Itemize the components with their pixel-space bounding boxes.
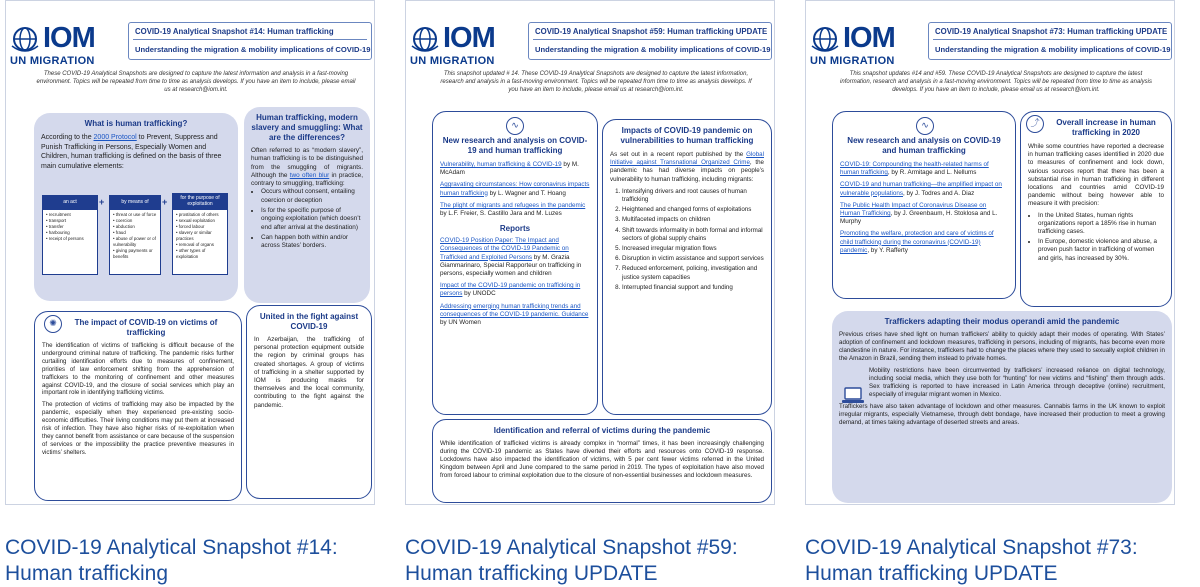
identification-box: Identification and referral of victims during the pandemic While identification of trafficked victims is already complex in “normal” times, it has been increasingly challenging during the COVID-19 pandemic as States have diverted their efforts and resources onto COVID-19 response. Lockdowns have also impacted the identification of victims, with 5 per cent fewer victims referred in the United Kingdom between April and June compared to the same period in 2019. The types of exploitation have also moved from forced labour to criminal exploitation due to the closure of non-essential businesses and lockdown measures.	[432, 419, 772, 503]
snapshot-59-link[interactable]: COVID-19 Analytical Snapshot #59: Human trafficking UPDATE	[405, 536, 738, 585]
intro-text: This snapshot updates #14 and #59. These COVID-19 Analytical Snapshots are designed to capture the latest information, research and analysis in a fast-moving environment. Topics will be repeated from time to time as analysis develops. If you have an item to include, please email us at research@iom.int.	[840, 71, 1152, 93]
snapshot-header: COVID-19 Analytical Snapshot #14: Human trafficking Understanding the migration & mobility implications of COVID-19	[128, 22, 372, 60]
new-research-box: New research and analysis on COVID-19 and human trafficking COVID-19: Compounding the health-related harms of human trafficking, by R. Armitage and L. Nellums COVID-19 and human trafficking—the amplified impact on vulnerable populations, by J. Todres and A. Diaz The Public Health Impact of Coronavirus Disease on Human Trafficking, by J. Greenbaum, H. Stoklosa and L. Murphy Promoting the welfare, protection and care of victims of child trafficking during the coronavirus (COVID-19) pandemic, by Y. Rafferty	[832, 111, 1016, 299]
impacts-list: 1. Intensifying drivers and root causes of human trafficking 2. Heightened and changed forms of exploitations 3. Multifaceted impacts on children 4. Shift towards informality in both formal and informal sectors of global supply chains 5. Increased irregular migration flows 6. Disruption in victim assistance and support services 7. Reduced enforcement, policing, investigation and justice system capacities 8. Interrupted financial support and funding	[610, 188, 764, 292]
iom-logo: IOM UN MIGRATION	[10, 22, 95, 67]
snapshot-14-link[interactable]: COVID-19 Analytical Snapshot #14: Human trafficking	[5, 536, 338, 585]
trend-icon: ⤴	[1026, 115, 1044, 133]
impact-box: The impact of COVID-19 on victims of trafficking The identification of victims of trafficking is difficult because of the underground criminal nature of trafficking. The pandemic risks further curtailing identification efforts due to measures of confinement, priorities of law enforcement shifting from the apprehension of traffickers to the monitoring of confinement and other measures against COVID-19, and the closure of social services which play an important role in identifying trafficking victims. The protection of victims of trafficking may also be impacted by the pandemic, especially when they experienced pre-existing socio-economic difficulties. Their living conditions may put them at increased risk of infection. They have also higher risks of re-exploitation when they cannot benefit from assistance or care because of the suspension of services or the impossibility the practice preventive measures in victims’ shelters.	[34, 311, 242, 501]
adapting-box: Traffickers adapting their modus operandi amid the pandemic Previous crises have shed light on human traffickers’ ability to quickly adapt their modes of operating. With States’ adoption of confinement and lockdown measures, trafficking in persons, including of migrants, has become even more clandestine in nature. For instance, traffickers had to change the places where they used to sexually exploit children in the Amazon in Brazil, sending them instead to private homes. Mobility restrictions have been circumvented by traffickers’ increased reliance on digital technology, including social media, which they use both for “hunting” for new victims and “fishing” them through adds. Sex trafficking is reported to have increased in Latin America through deceptive (online) recruitment, especially of irregular migrant women in Mexico. Traffickers have also taken advantage of lockdown and other measures. Cannabis farms in the UK known to exploit irregular migrants, especially Vietnamese, through debt bondage, have increased their production to meet a growing demand, at times taking advantage of deserted streets and areas.	[832, 311, 1172, 503]
un-globe-icon	[810, 26, 840, 54]
virus-icon: ✺	[44, 315, 62, 333]
laptop-icon	[842, 387, 864, 405]
iom-logo: IOM UN MIGRATION	[810, 22, 895, 67]
chart-icon: ∿	[506, 117, 524, 135]
united-fight-box: United in the fight against COVID-19 In Azerbaijan, the trafficking of personal protection equipment outside the region by criminal groups has created shortages. A group of victims of trafficking in a shelter supported by IOM is producing masks for themselves and the local community, contributing to the fight against the pandemic.	[246, 305, 372, 499]
increase-list: • In the United States, human rights organizations report a 185% rise in human trafficking cases. • In Europe, domestic violence and abuse, a proven push factor in trafficking of women and girls, has increased by 30%.	[1028, 212, 1164, 263]
snapshot-card-59[interactable]	[400, 0, 775, 586]
snapshot-thumbnail-14[interactable]	[5, 0, 375, 505]
iom-logo: IOM UN MIGRATION	[410, 22, 495, 67]
blur-link[interactable]: two often blur	[289, 171, 330, 179]
snapshot-header: COVID-19 Analytical Snapshot #59: Human trafficking UPDATE Understanding the migration & mobility implications of COVID-19	[528, 22, 772, 60]
impacts-box: Impacts of COVID-19 pandemic on vulnerabilities to human trafficking As set out in a recent report published by the Global Initiative against Transnational Organized Crime, the pandemic has had diverse impacts on people’s vulnerability to human trafficking, including migrants: 1. Intensifying drivers and root causes of human trafficking 2. Heightened and changed forms of exploitations 3. Multifaceted impacts on children 4. Shift towards informality in both formal and informal sectors of global supply chains 5. Increased irregular migration flows 6. Disruption in victim assistance and support services 7. Reduced enforcement, policing, investigation and justice system capacities 8. Interrupted financial support and funding	[602, 119, 772, 415]
snapshot-thumbnail-73[interactable]	[805, 0, 1175, 505]
un-globe-icon	[10, 26, 40, 54]
overall-increase-box: Overall increase in human trafficking in 2020 While some countries have reported a decrease in human trafficking cases identified in 2020 due to measures of confinement and lock down, various sources report that there has been a substantial rise in human trafficking in different locations and countries amid COVID-19 pandemic without being however able to measure it with precision: • In the United States, human rights organizations report a 185% rise in human trafficking cases. • In Europe, domestic violence and abuse, a proven push factor in trafficking of women and girls, has increased by 30%.	[1020, 111, 1172, 307]
snapshot-header: COVID-19 Analytical Snapshot #73: Human trafficking UPDATE Understanding the migration & mobility implications of COVID-19	[928, 22, 1172, 60]
new-research-box: New research and analysis on COVID-19 and human trafficking Vulnerability, human trafficking & COVID-19 by M. McAdam Aggravating circumstances: How coronavirus impacts human trafficking by L. Wagner and T. Hoang The plight of migrants and refugees in the pandemic by L.F. Freier, S. Castillo Jara and M. Luzes Reports COVID-19 Position Paper: The Impact and Consequences of the COVID-19 Pandemic on Trafficked and Exploited Persons by M. Grazia Giammarinaro, Special Rapporteur on trafficking in persons, especially women and children Impact of the COVID-19 pandemic on trafficking in persons by UNODC Addressing emerging human trafficking trends and consequences of the COVID-19 pandemic. Guidance by UN Women	[432, 111, 598, 415]
snapshot-73-link[interactable]: COVID-19 Analytical Snapshot #73: Human trafficking UPDATE	[805, 536, 1138, 585]
what-is-trafficking-box: What is human trafficking? According to the 2000 Protocol to Prevent, Suppress and Punish Trafficking in Persons, Especially Women and Children, human trafficking is defined on the basis of three main cumulative elements: an act by means of for the purpose of exploitation + + • recruitment • transport • transfer • harbouring • receipt of persons • threat or use of force • coercion • abduction • fraud • abuse of power or of vulnerability • giving payments or benefits • prostitution of others • sexual exploitation • forced labour • slavery or similar practices • removal of organs • other types of exploitation	[34, 113, 238, 301]
intro-text: This snapshot updated # 14. These COVID-19 Analytical Snapshots are designed to capture the latest information, research and analysis in a fast-moving environment. Topics will be repeated from time to time as analysis develops. If you have an item to include, please email us at research@iom.int.	[440, 71, 752, 93]
differences-list: • Occurs without consent, entailing coercion or deception • Is for the specific purpose of ongoing exploitation (which doesn’t end after arrival at the destination) • Can happen both within and/or across States’ borders.	[251, 188, 363, 250]
snapshot-card-14[interactable]	[0, 0, 375, 586]
chart-icon: ∿	[916, 117, 934, 135]
un-globe-icon	[410, 26, 440, 54]
snapshot-thumbnail-59[interactable]	[405, 0, 775, 505]
intro-text: These COVID-19 Analytical Snapshots are designed to capture the latest information and analysis in a fast-moving environment. Topics will be repeated from time to time as analysis develops. If you have an item to include, please email us at research@iom.int.	[36, 71, 356, 93]
snapshot-card-73[interactable]	[800, 0, 1175, 586]
differences-box: Human trafficking, modern slavery and smuggling: What are the differences? Often referred to as “modern slavery”, human trafficking is to be distinguished from the smuggling of migrants. Although the two often blur in practice, contrary to smuggling, trafficking: • Occurs without consent, entailing coercion or deception • Is for the specific purpose of ongoing exploitation (which doesn’t end after arrival at the destination) • Can happen both within and/or across States’ borders.	[244, 107, 370, 303]
protocol-link[interactable]: 2000 Protocol	[93, 134, 137, 141]
